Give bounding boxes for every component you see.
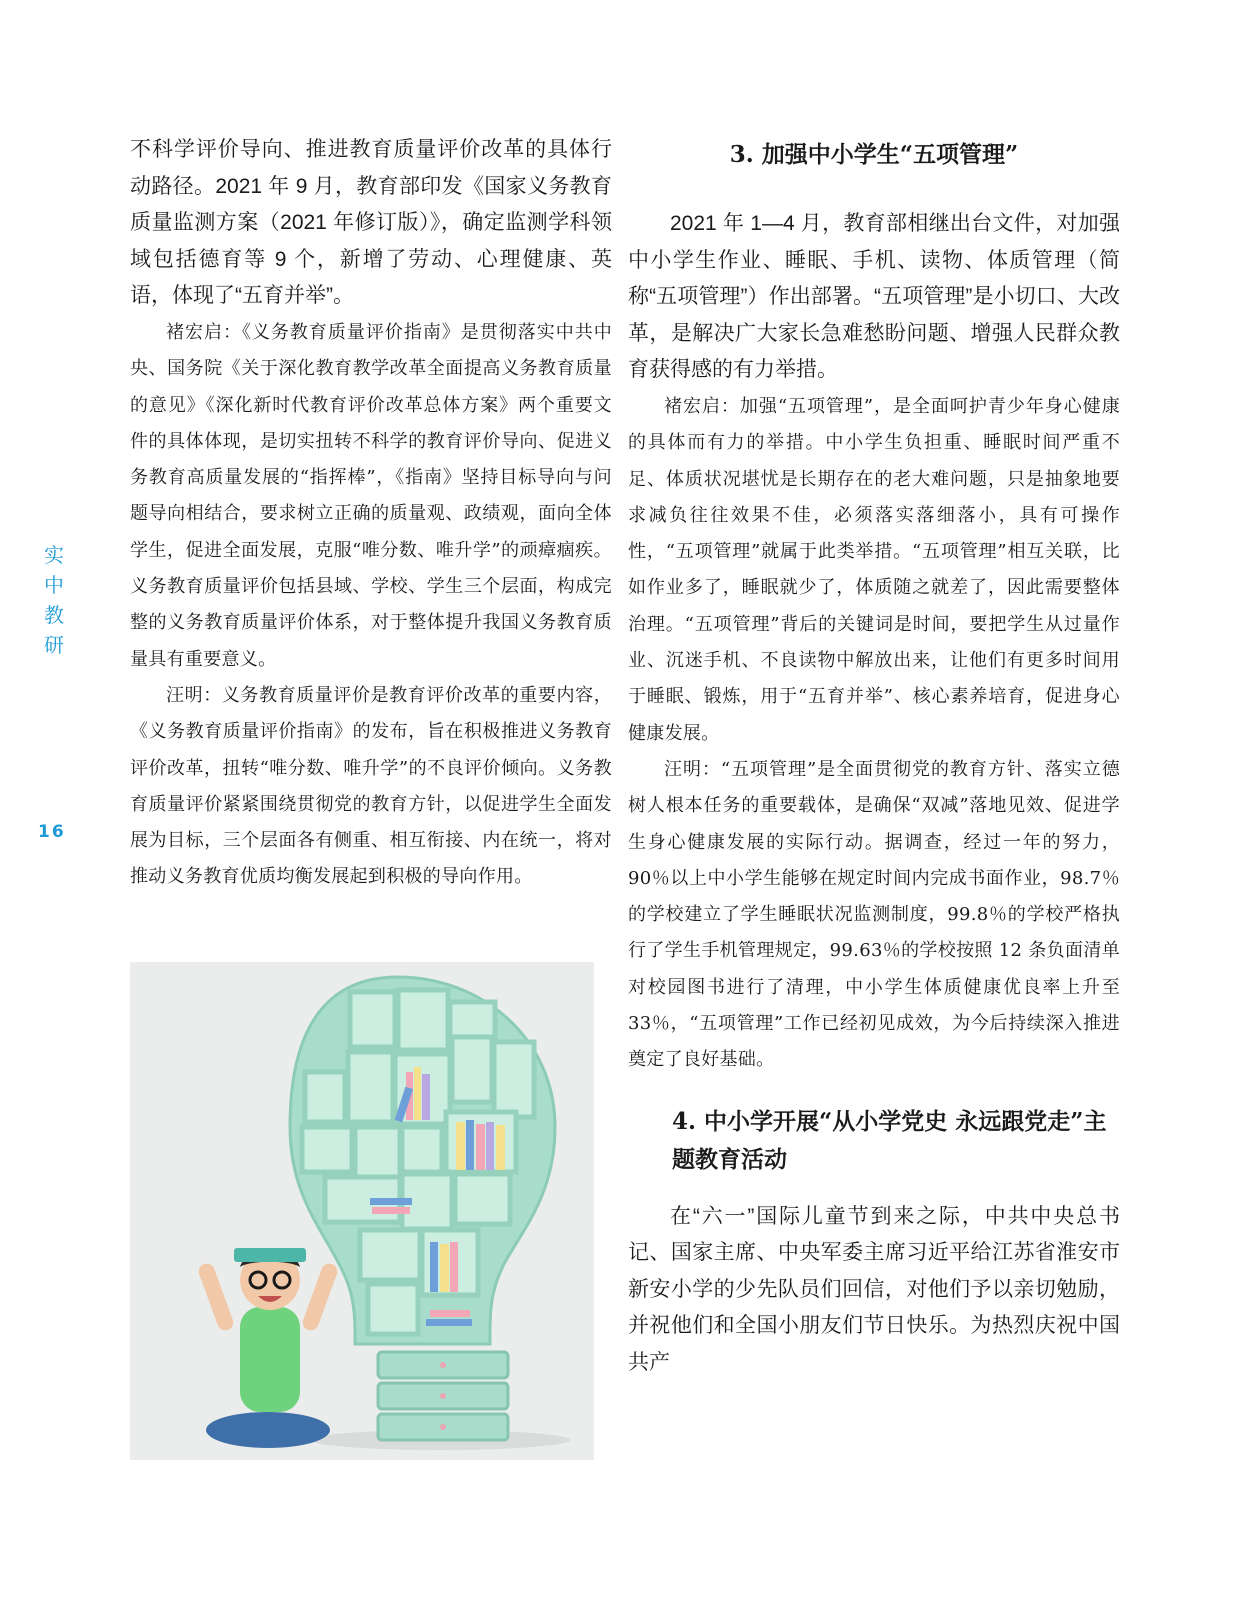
section-heading: 4. 中小学开展“从小学党史 永远跟党走”主题教育活动 (672, 1107, 1107, 1173)
section-label-char: 研 (44, 633, 64, 657)
section-label (42, 540, 66, 660)
interview-paragraph: 汪明：义务教育质量评价是教育评价改革的重要内容，《义务教育质量评价指南》的发布，旨在积极推进义务教育评价改革，扭转“唯分数、唯升学”的不良评价倾向。义务教育质量评价紧紧围绕贯彻党的教育方针，以促进学生全面发展为目标，三个层面各有侧重、相互衔接、内在统一，将对推动义务教育优质均衡发展起到积极的导向作用。 (130, 684, 613, 888)
right-column (628, 132, 1120, 1382)
paragraph: 2021 年 1—4 月，教育部相继出台文件，对加强中小学生作业、睡眠、手机、读物、体质管理（简称“五项管理”）作出部署。“五项管理”是小切口、大改革，是解决广大家长急难愁盼问题、增强人民群众教育获得感的有力举措。 (628, 212, 1120, 382)
lightbulb-bookshelf-illustration (130, 962, 594, 1460)
paragraph: 不科学评价导向、推进教育质量评价改革的具体行动路径。2021 年 9 月，教育部印发《国家义务教育质量监测方案（2021 年修订版）》，确定监测学科领域包括德育等 9 个，新增了劳动、心理健康、英语，体现了“五育并举”。 (130, 138, 612, 308)
page-number: 16 (38, 822, 66, 842)
interview-paragraph: 褚宏启：《义务教育质量评价指南》是贯彻落实中共中央、国务院《关于深化教育教学改革全面提高义务教育质量的意见》《深化新时代教育评价改革总体方案》两个重要文件的具体体现，是切实扭转不科学的教育评价导向、促进义务教育高质量发展的“指挥棒”，《指南》坚持目标导向与问题导向相结合，要求树立正确的质量观、政绩观，面向全体学生，促进全面发展，克服“唯分数、唯升学”的顽瘴痼疾。义务教育质量评价包括县域、学校、学生三个层面，构成完整的义务教育质量评价体系，对于整体提升我国义务教育质量具有重要意义。 (130, 321, 612, 670)
paragraph: 在“六一”国际儿童节到来之际，中共中央总书记、国家主席、中央军委主席习近平给江苏省淮安市新安小学的少先队员们回信，对他们予以亲切勉励，并祝他们和全国小朋友们节日快乐。为热烈庆祝中国共产 (628, 1204, 1120, 1374)
illustration-graphic (130, 962, 594, 1460)
section-label-char: 中 (44, 573, 64, 597)
section-heading: 3. 加强中小学生“五项管理” (729, 141, 1019, 168)
section-label-char: 实 (44, 543, 64, 567)
left-column (130, 132, 612, 896)
interview-paragraph: 褚宏启：加强“五项管理”，是全面呵护青少年身心健康的具体而有力的举措。中小学生负担重、睡眠时间严重不足、体质状况堪忧是长期存在的老大难问题，只是抽象地要求减负往往效果不佳，必须落实落细落小，具有可操作性，“五项管理”就属于此类举措。“五项管理”相互关联，比如作业多了，睡眠就少了，体质随之就差了，因此需要整体治理。“五项管理”背后的关键词是时间，要把学生从过量作业、沉迷手机、不良读物中解放出来，让他们有更多时间用于睡眠、锻炼，用于“五育并举”、核心素养培育，促进身心健康发展。 (628, 395, 1120, 744)
section-label-char: 教 (44, 603, 64, 627)
interview-paragraph: 汪明：“五项管理”是全面贯彻党的教育方针、落实立德树人根本任务的重要载体，是确保“双减”落地见效、促进学生身心健康发展的实际行动。据调查，经过一年的努力，90％以上中小学生能够在规定时间内完成书面作业，98.7％的学校建立了学生睡眠状况监测制度，99.8％的学校严格执行了学生手机管理规定，99.63％的学校按照 12 条负面清单对校园图书进行了清理，中小学生体质健康优良率上升至 33％，“五项管理”工作已经初见成效，为今后持续深入推进奠定了良好基础。 (628, 758, 1120, 1071)
